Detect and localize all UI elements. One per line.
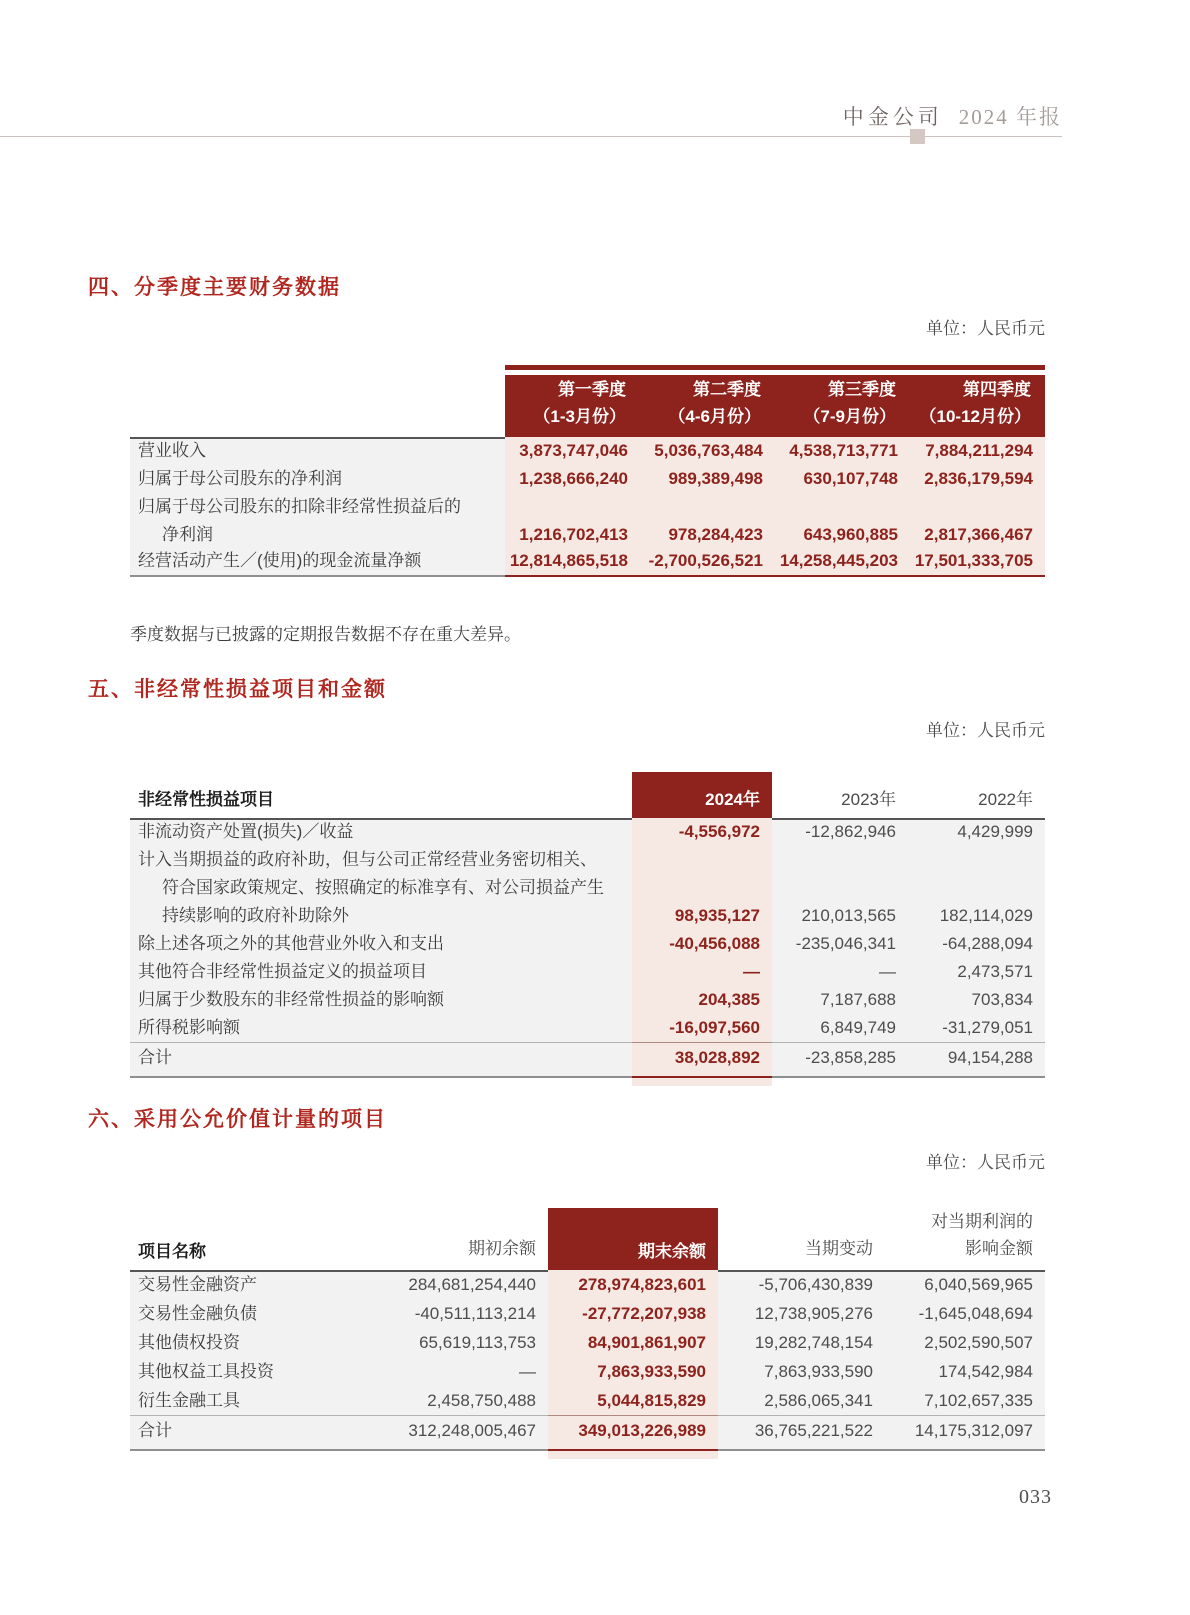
cell-value: -16,097,560 — [632, 1014, 772, 1042]
cell-value: 284,681,254,440 — [350, 1270, 548, 1299]
row-label: 其他符合非经常性损益定义的损益项目 — [130, 958, 632, 986]
column-header-q2: 第二季度 （4-6月份） — [640, 375, 775, 437]
row-label: 计入当期损益的政府补助，但与公司正常经营业务密切相关、 符合国家政策规定、按照确定的标准享有、对公司损益产生 持续影响的政府补助除外 — [130, 846, 632, 930]
column-header-item-name: 项目名称 — [138, 1242, 206, 1261]
table-row — [130, 549, 1045, 577]
column-header-q4: 第四季度 （10-12月份） — [910, 375, 1045, 437]
row-label: 除上述各项之外的其他营业外收入和支出 — [130, 930, 632, 958]
cell-value: — — [350, 1357, 548, 1386]
cell-value: 7,102,657,335 — [885, 1386, 1045, 1415]
table-row — [130, 818, 1045, 846]
total-row — [130, 1415, 1045, 1451]
row-label: 归属于母公司股东的净利润 — [130, 465, 505, 493]
table-row — [130, 1299, 1045, 1328]
column-header-closing: 期末余额 — [548, 1208, 718, 1270]
cell-value: -5,706,430,839 — [718, 1270, 885, 1299]
cell-value: -27,772,207,938 — [548, 1299, 718, 1328]
cell-value: 4,429,999 — [908, 818, 1045, 846]
cell-value: 7,187,688 — [772, 986, 908, 1014]
cell-value: — — [632, 958, 772, 986]
cell-value: 6,849,749 — [772, 1014, 908, 1042]
highlight-column-tail — [632, 1078, 772, 1086]
cell-value: 7,863,933,590 — [548, 1357, 718, 1386]
table-row — [130, 1328, 1045, 1357]
column-header-q1: 第一季度 （1-3月份） — [505, 375, 640, 437]
unit-label-1: 单位：人民币元 — [926, 319, 1045, 338]
cell-value: -1,645,048,694 — [885, 1299, 1045, 1328]
header-rule-marker — [910, 129, 925, 144]
cell-value: 12,814,865,518 — [505, 549, 640, 577]
cell-value: 703,834 — [908, 986, 1045, 1014]
row-label: 交易性金融负债 — [130, 1299, 350, 1328]
fair-value-table — [130, 1208, 1045, 1459]
unit-label-3: 单位：人民币元 — [926, 1153, 1045, 1172]
row-label: 经营活动产生／(使用)的现金流量净额 — [130, 549, 505, 577]
table-row — [130, 1386, 1045, 1415]
table-row — [130, 437, 1045, 465]
cell-value: -4,556,972 — [632, 818, 772, 846]
cell-value: 5,036,763,484 — [640, 437, 775, 465]
column-header-2024: 2024年 — [632, 772, 772, 818]
cell-value: -235,046,341 — [772, 930, 908, 958]
section5-title: 五、非经常性损益项目和金额 — [88, 678, 387, 701]
cell-value: 84,901,861,907 — [548, 1328, 718, 1357]
cell-value: 630,107,748 — [775, 465, 910, 493]
row-label: 营业收入 — [130, 437, 505, 465]
column-header-q3: 第三季度 （7-9月份） — [775, 375, 910, 437]
cell-value: 1,238,666,240 — [505, 465, 640, 493]
row-label: 归属于少数股东的非经常性损益的影响额 — [130, 986, 632, 1014]
cell-value: 98,935,127 — [632, 846, 772, 930]
column-header-change: 当期变动 — [805, 1239, 873, 1258]
table-row — [130, 493, 1045, 549]
row-label: 非流动资产处置(损失)／收益 — [130, 818, 632, 846]
total-value: -23,858,285 — [772, 1042, 908, 1078]
report-edition: 2024 年报 — [958, 105, 1062, 129]
cell-value: -40,511,113,214 — [350, 1299, 548, 1328]
cell-value: 7,884,211,294 — [910, 437, 1045, 465]
cell-value: — — [772, 958, 908, 986]
total-value: 312,248,005,467 — [350, 1415, 548, 1451]
table-row — [130, 1270, 1045, 1299]
cell-value: 182,114,029 — [908, 846, 1045, 930]
header-rule — [0, 136, 1062, 137]
cell-value: 4,538,713,771 — [775, 437, 910, 465]
page-number: 033 — [1019, 1486, 1052, 1508]
cell-value: 2,473,571 — [908, 958, 1045, 986]
total-value: 36,765,221,522 — [718, 1415, 885, 1451]
row-label: 所得税影响额 — [130, 1014, 632, 1042]
table-row — [130, 958, 1045, 986]
column-header-2022: 2022年 — [978, 790, 1033, 809]
cell-value: 6,040,569,965 — [885, 1270, 1045, 1299]
column-header-impact: 对当期利润的 影响金额 — [931, 1212, 1033, 1258]
cell-value: 2,817,366,467 — [910, 493, 1045, 549]
row-label: 交易性金融资产 — [130, 1270, 350, 1299]
quarterly-table — [130, 365, 1045, 577]
table-row — [130, 846, 1045, 930]
total-value: 94,154,288 — [908, 1042, 1045, 1078]
total-row — [130, 1042, 1045, 1078]
section6-title: 六、采用公允价值计量的项目 — [88, 1108, 387, 1131]
cell-value: 204,385 — [632, 986, 772, 1014]
row-label: 其他债权投资 — [130, 1328, 350, 1357]
total-label: 合计 — [130, 1415, 350, 1451]
table2-header-row — [130, 772, 1045, 818]
cell-value: 14,258,445,203 — [775, 549, 910, 577]
total-value: 349,013,226,989 — [548, 1415, 718, 1451]
total-value: 14,175,312,097 — [885, 1415, 1045, 1451]
cell-value: 2,502,590,507 — [885, 1328, 1045, 1357]
column-header-item: 非经常性损益项目 — [138, 790, 274, 809]
highlight-column-tail — [548, 1451, 718, 1459]
cell-value: 65,619,113,753 — [350, 1328, 548, 1357]
table-row — [130, 930, 1045, 958]
cell-value: 3,873,747,046 — [505, 437, 640, 465]
table-row — [130, 986, 1045, 1014]
cell-value: 989,389,498 — [640, 465, 775, 493]
row-label: 归属于母公司股东的扣除非经常性损益后的 净利润 — [130, 493, 505, 549]
cell-value: -12,862,946 — [772, 818, 908, 846]
unit-label-2: 单位：人民币元 — [926, 721, 1045, 740]
cell-value: -31,279,051 — [908, 1014, 1045, 1042]
cell-value: 7,863,933,590 — [718, 1357, 885, 1386]
cell-value: 17,501,333,705 — [910, 549, 1045, 577]
column-header-2023: 2023年 — [841, 790, 896, 809]
table-row — [130, 1014, 1045, 1042]
total-value: 38,028,892 — [632, 1042, 772, 1078]
quarterly-note: 季度数据与已披露的定期报告数据不存在重大差异。 — [130, 625, 521, 644]
cell-value: -40,456,088 — [632, 930, 772, 958]
table-row — [130, 1357, 1045, 1386]
running-header — [843, 101, 1062, 131]
section4-title: 四、分季度主要财务数据 — [88, 276, 341, 299]
cell-value: -64,288,094 — [908, 930, 1045, 958]
cell-value: 278,974,823,601 — [548, 1270, 718, 1299]
cell-value: 5,044,815,829 — [548, 1386, 718, 1415]
cell-value: 174,542,984 — [885, 1357, 1045, 1386]
cell-value: 19,282,748,154 — [718, 1328, 885, 1357]
table3-header-row — [130, 1208, 1045, 1270]
company-name: 中金公司 — [842, 105, 943, 129]
cell-value: 2,836,179,594 — [910, 465, 1045, 493]
row-label: 衍生金融工具 — [130, 1386, 350, 1415]
non-recurring-table — [130, 772, 1045, 1086]
cell-value: 2,586,065,341 — [718, 1386, 885, 1415]
cell-value: -2,700,526,521 — [640, 549, 775, 577]
table-row — [130, 465, 1045, 493]
row-label: 其他权益工具投资 — [130, 1357, 350, 1386]
cell-value: 12,738,905,276 — [718, 1299, 885, 1328]
cell-value: 978,284,423 — [640, 493, 775, 549]
cell-value: 1,216,702,413 — [505, 493, 640, 549]
total-label: 合计 — [130, 1042, 632, 1078]
cell-value: 643,960,885 — [775, 493, 910, 549]
column-header-opening: 期初余额 — [468, 1239, 536, 1258]
cell-value: 2,458,750,488 — [350, 1386, 548, 1415]
cell-value: 210,013,565 — [772, 846, 908, 930]
table1-header-row — [130, 375, 1045, 437]
